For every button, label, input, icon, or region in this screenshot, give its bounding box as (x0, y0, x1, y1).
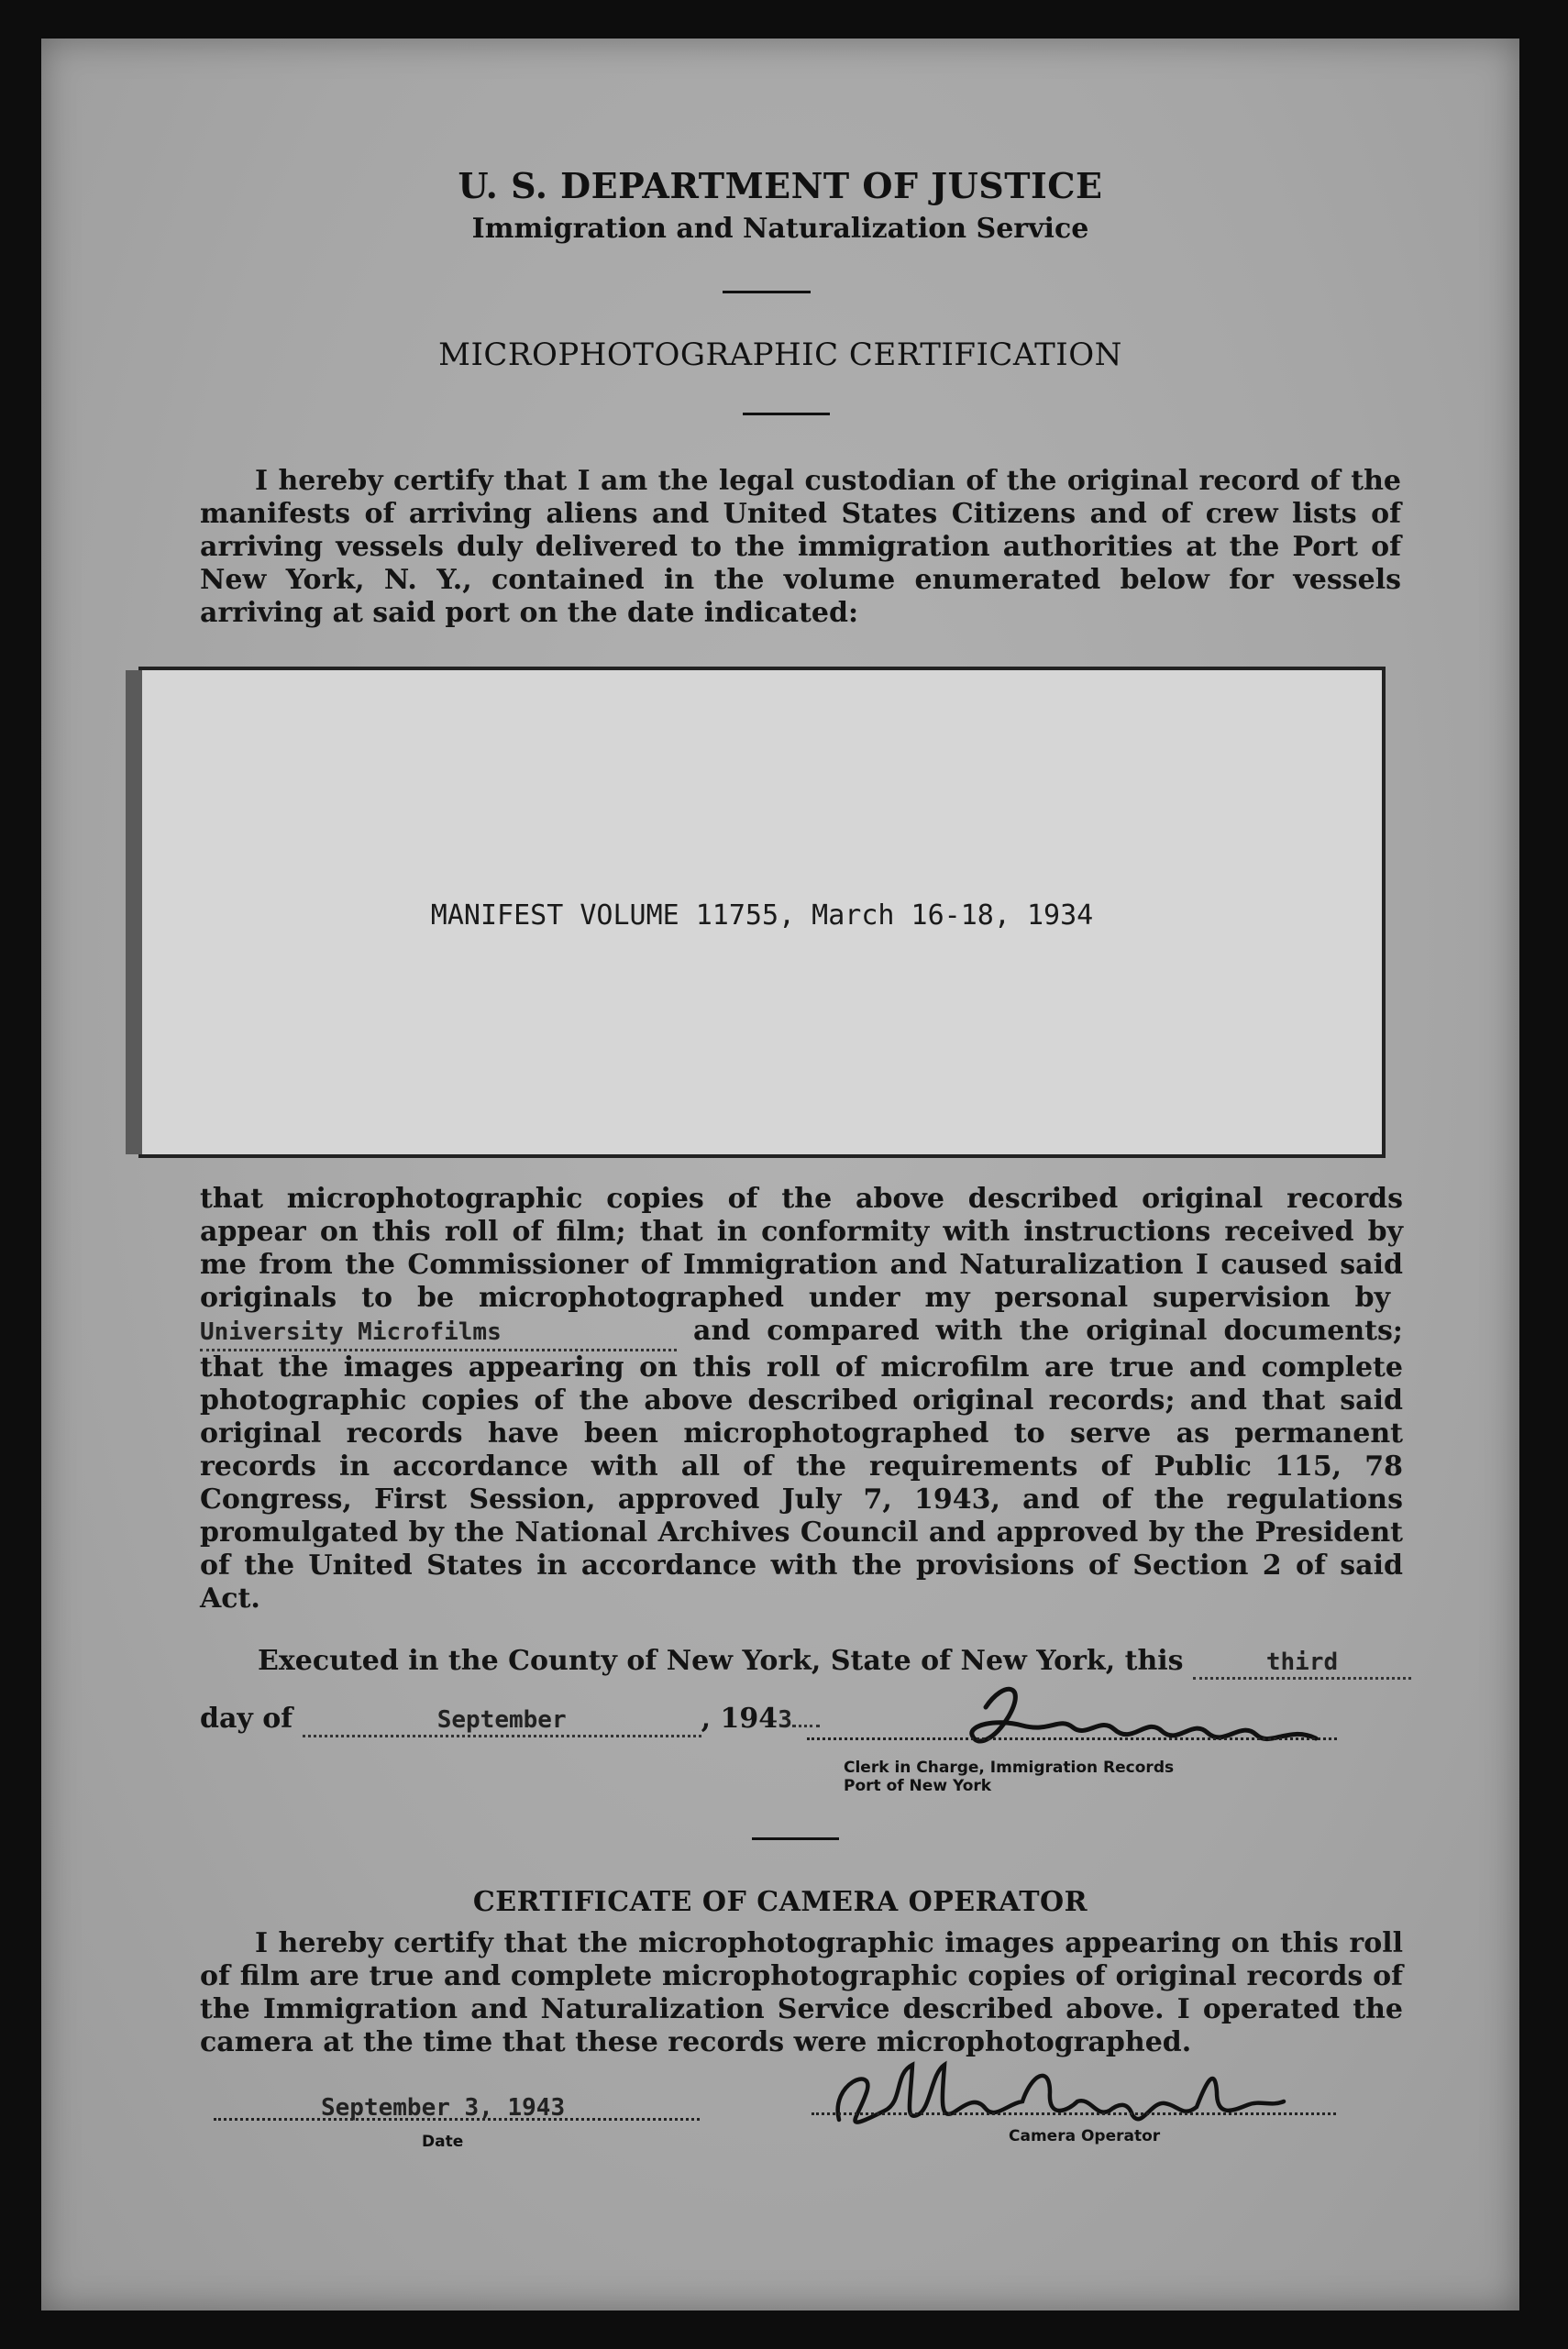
body-text-b: and compared with the original documents; that the images appearing on this roll of microfilm are true and complete photographic copies of the above described original records; and that said original records have been microphotographed to serve as permanent records in accordance with all of the requirements of Public 115, 78 Congress, First Session, approved July 7, 1943, and of the regulations promulgated by the National Archives Council and approved by the President of the United States in accordance with the provisions of Section 2 of said Act. (200, 1315, 1403, 1615)
date-line (200, 1703, 820, 1737)
manifest-volume-text: MANIFEST VOLUME 11755, March 16-18, 1934 (430, 899, 1094, 932)
body-paragraph (200, 1183, 1403, 1616)
divider-rule (743, 413, 830, 415)
camera-paragraph: I hereby certify that the microphotographic images appearing on this roll of film are true and complete microphotographic copies of original records of the Immigration and Naturalization Service described above. I operated the camera at the time that these records were microphotographed. (200, 1927, 1403, 2058)
day-value: third (1265, 1649, 1339, 1676)
department-heading: U. S. DEPARTMENT OF JUSTICE (458, 165, 1103, 206)
day-of-label: day of (200, 1703, 293, 1735)
body-text-a: that microphotographic copies of the above described original records appear on this roll of film; that in conformity with instructions received by me from the Commissioner of Immigration and Naturalization I caused said originals to be microphotographed under my personal supervision by (200, 1183, 1403, 1314)
volume-card (142, 670, 1382, 1154)
filmed-by-value: University Microfilms (200, 1318, 502, 1346)
service-heading: Immigration and Naturalization Service (471, 213, 1089, 245)
camera-certificate-title: CERTIFICATE OF CAMERA OPERATOR (472, 1886, 1088, 1918)
certificate-sheet (41, 39, 1519, 2310)
month-field (303, 1703, 701, 1737)
clerk-title (844, 1759, 1174, 1795)
clerk-signature-line (807, 1737, 1337, 1740)
camera-date-value: September 3, 1943 (321, 2094, 566, 2122)
divider-rule (723, 291, 811, 293)
camera-date-label: Date (422, 2133, 464, 2151)
clerk-title-line1: Clerk in Charge, Immigration Records (844, 1759, 1175, 1777)
operator-signature-line (812, 2112, 1336, 2115)
intro-paragraph: I hereby certify that I am the legal custodian of the original record of the manifests of arriving aliens and United States Citizens and of crew lists of arriving vessels duly delivered to the immigration authorities at the Port of New York, N. Y., contained in the volume enumerated below for vessels arriving at said port on the date indicated: (200, 465, 1401, 629)
divider-rule (752, 1837, 839, 1840)
year-digit: 3 (778, 1706, 792, 1734)
clerk-title-line2: Port of New York (844, 1777, 992, 1795)
year-prefix: , 194 (701, 1703, 778, 1735)
camera-operator-label: Camera Operator (1009, 2127, 1161, 2145)
execution-prefix: Executed in the County of New York, State of New York, this (258, 1645, 1184, 1677)
filmed-by-field (200, 1315, 677, 1351)
month-value: September (436, 1706, 567, 1734)
certification-title: MICROPHOTOGRAPHIC CERTIFICATION (438, 336, 1122, 373)
